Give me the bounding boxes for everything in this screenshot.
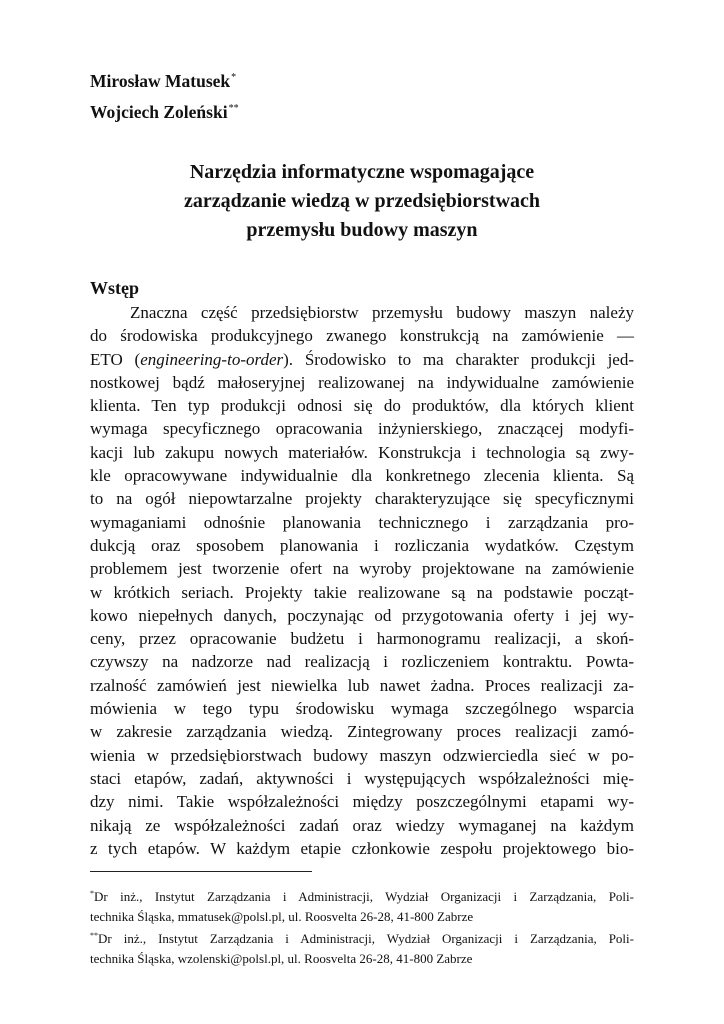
author-name: Wojciech Zoleński** — [90, 102, 239, 122]
text-line: rzalność zamówień jest niewielka lub nawet żadna. Proces realizacji za- — [90, 675, 634, 695]
text-line: wymaganiami odnośnie planowania technicznego i zarządzania pro- — [90, 512, 634, 532]
footnote-line: *Dr inż., Instytut Zarządzania i Administracji, Wydział Organizacji i Zarządzania, Poli- — [90, 889, 634, 904]
text-line: to na ogół niepowtarzalne projekty charakteryzujące się specyficznymi — [90, 489, 634, 509]
text-line: wymaga specyficznego opracowania inżynierskiego, znaczącej modyfi- — [90, 419, 634, 439]
footnotes — [90, 884, 634, 968]
footnote-mark: * — [90, 889, 94, 898]
text-line: czywszy na nadzorze nad realizacją i rozliczeniem kontraktu. Powta- — [90, 652, 634, 672]
text-line: kowo niepełnych danych, poczynając od przygotowania oferty i jej wy- — [90, 605, 634, 625]
text-line: staci etapów, zadań, aktywności i występujących współzależności mię- — [90, 768, 634, 788]
text-line: problemem jest tworzenie ofert na wyroby projektowane na zamówienie — [90, 559, 634, 579]
author-list — [90, 64, 239, 126]
title-line: Narzędzia informatyczne wspomagające — [189, 161, 535, 183]
section-heading: Wstęp — [90, 278, 139, 298]
text-line: ceny, przez opracowanie budżetu i harmonogramu realizacji, a skoń- — [90, 629, 634, 649]
author-footnote-mark: * — [231, 72, 237, 83]
text-line: dukcją oraz sposobem planowania i rozliczania wydatków. Częstym — [90, 535, 634, 555]
text-line: z tych etapów. W każdym etapie członkowie zespołu projektowego bio- — [90, 838, 634, 858]
text-line: Znaczna część przedsiębiorstw przemysłu budowy maszyn należy — [130, 303, 634, 322]
text-line: mówienia w tego typu środowisku wymaga szczególnego wsparcia — [90, 699, 634, 719]
footnote — [90, 926, 634, 968]
text-line: klienta. Ten typ produkcji odnosi się do produktów, dla których klient — [90, 396, 634, 416]
text-line: dzy nimi. Takie współzależności między poszczególnymi etapami wy- — [90, 792, 634, 812]
footnote-line: **Dr inż., Instytut Zarządzania i Administracji, Wydział Organizacji i Zarządzania, Poli- — [90, 931, 634, 946]
text-line: w zakresie zarządzania wiedzą. Zintegrowany proces realizacji zamó- — [90, 722, 634, 742]
text-line: wienia w przedsiębiorstwach budowy maszyn odzwierciedla sieć w po- — [90, 745, 634, 765]
text-line: nikają ze współzależności zadań oraz wiedzy wymaganej na każdym — [90, 815, 634, 835]
text-line: ETO (engineering-to-order). Środowisko to ma charakter produkcji jed- — [90, 349, 634, 369]
body-paragraph — [90, 301, 634, 860]
footnote-mark: ** — [90, 931, 98, 940]
text-line: do środowiska produkcyjnego zwanego konstrukcją na zamówienie — — [90, 326, 634, 346]
author-name: Mirosław Matusek* — [90, 71, 237, 91]
text-line: kacji lub zakupu nowych materiałów. Konstrukcja i technologia są zwy- — [90, 442, 634, 462]
text-line: w krótkich seriach. Projekty takie realizowane są na podstawie począt- — [90, 582, 634, 602]
footnote-separator — [90, 871, 312, 872]
emphasis-term: engineering-to-order — [140, 349, 284, 369]
footnote-line: technika Śląska, wzolenski@polsl.pl, ul. Roosvelta 26-28, 41-800 Zabrze — [90, 950, 473, 966]
title-line: zarządzanie wiedzą w przedsiębiorstwach — [183, 190, 541, 212]
text-line: kle opracowywane indywidualnie dla konkretnego zlecenia klienta. Są — [90, 466, 634, 486]
author-footnote-mark: ** — [228, 103, 239, 114]
title-line: przemysłu budowy maszyn — [246, 219, 478, 241]
footnote — [90, 884, 634, 926]
text-line: nostkowej bądź małoseryjnej realizowanej na indywidualne zamówienie — [90, 372, 634, 392]
footnote-line: technika Śląska, mmatusek@polsl.pl, ul. Roosvelta 26-28, 41-800 Zabrze — [90, 908, 474, 924]
paper-title — [90, 158, 634, 245]
